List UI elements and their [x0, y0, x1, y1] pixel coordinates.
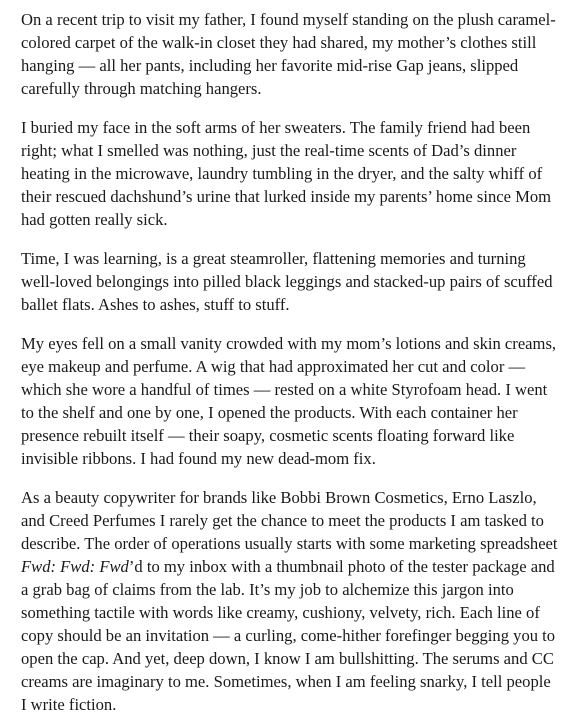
paragraph-3-text: Time, I was learning, is a great steamroller, flattening memories and turning well-loved belongings into pilled black leggings and stacked-up pairs of scuffed ballet flats. Ashes to ashes, stuff to stuff. — [21, 249, 553, 314]
paragraph-5-text-end: ’d to my inbox with a thumbnail photo of the tester package and a grab bag of claims from the lab. It’s my job to alchemize this jargon into something tactile with words like creamy, cushiony, velvety, rich. Each line of copy should be an invitation — a curling, come-hither forefinger begging you to open the cap. And yet, deep down, I know I am bullshitting. The serums and CC creams are imaginary to me. Sometimes, when I am feeling snarky, I tell people I write fiction. — [21, 557, 556, 714]
paragraph-2-text: I buried my face in the soft arms of her sweaters. The family friend had been right; what I smelled was nothing, just the real-time scents of Dad’s dinner heating in the microwave, laundry tumbling in the dryer, and the salty whiff of their rescued dachshund’s urine that lurked inside my parents’ home since Mom had gotten really sick. — [21, 118, 552, 229]
paragraph-5-text-start: As a beauty copywriter for brands like Bobbi Brown Cosmetics, Erno Laszlo, and Creed Perfumes I rarely get the chance to meet the products I am tasked to describe. The order of operations usually starts with some marketing spreadsheet — [21, 488, 558, 553]
paragraph-3 — [21, 247, 559, 316]
paragraph-4-text: My eyes fell on a small vanity crowded with my mom’s lotions and skin creams, eye makeup and perfume. A wig that had approximated her cut and color — which she wore a handful of times — rested on a white Styrofoam head. I went to the shelf and one by one, I opened the products. With each container her presence rebuilt itself — their soapy, cosmetic scents floating forward like invisible ribbons. I had found my new dead-mom fix. — [21, 334, 557, 468]
paragraph-2 — [21, 116, 559, 231]
paragraph-1-text: On a recent trip to visit my father, I found myself standing on the plush caramel-colored carpet of the walk-in closet they had shared, my mother’s clothes still hanging — all her pants, including her favorite mid-rise Gap jeans, slipped carefully through matching hangers. — [21, 10, 556, 98]
paragraph-4 — [21, 332, 559, 470]
email-forward-subject: Fwd: Fwd: Fwd — [21, 557, 129, 576]
paragraph-5 — [21, 486, 559, 716]
paragraph-1 — [21, 8, 559, 100]
